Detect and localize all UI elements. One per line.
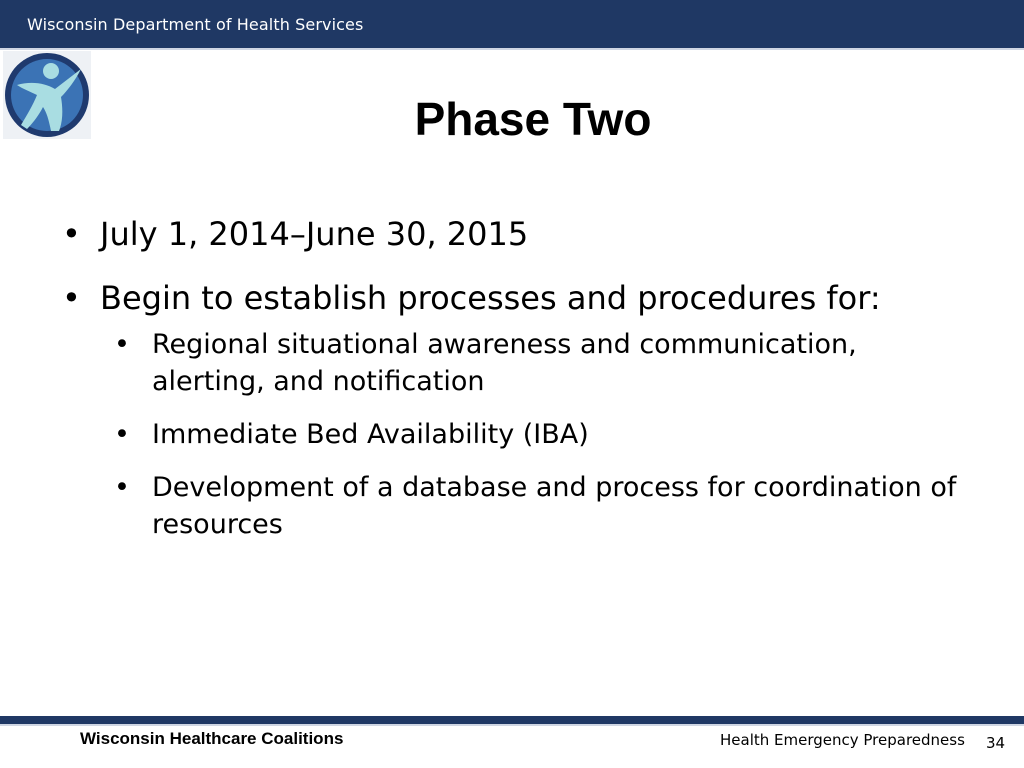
sub-bullet-text: Development of a database and process for coordination of resources — [152, 472, 957, 540]
sub-bullet-list — [114, 326, 962, 543]
bullet-text: July 1, 2014–June 30, 2015 — [100, 215, 529, 253]
bullet-block-2 — [62, 276, 962, 543]
page-number: 34 — [986, 734, 1006, 752]
sub-bullet-dot-icon: • — [114, 419, 130, 450]
footer-rule — [0, 716, 1024, 726]
slide-title: Phase Two — [414, 93, 652, 145]
sub-bullet-item — [114, 326, 962, 400]
bullet-item — [62, 212, 962, 256]
footer-subtitle: Health Emergency Preparedness — [720, 731, 965, 749]
header-bar — [0, 0, 1024, 50]
slide-content — [62, 212, 962, 563]
sub-bullet-text: Regional situational awareness and communication, alerting, and notification — [152, 329, 857, 397]
sub-bullet-text: Immediate Bed Availability (IBA) — [152, 419, 589, 450]
bullet-item — [62, 276, 962, 320]
bullet-dot-icon: • — [62, 215, 81, 253]
sub-bullet-dot-icon: • — [114, 329, 130, 360]
sub-bullet-item — [114, 416, 962, 453]
sub-bullet-dot-icon: • — [114, 472, 130, 503]
sub-bullet-item — [114, 469, 962, 543]
footer-title: Wisconsin Healthcare Coalitions — [80, 729, 344, 748]
bullet-block-1 — [62, 212, 962, 256]
bullet-text: Begin to establish processes and procedures for: — [100, 279, 881, 317]
bullet-dot-icon: • — [62, 279, 81, 317]
header-organization: Wisconsin Department of Health Services — [27, 15, 364, 34]
